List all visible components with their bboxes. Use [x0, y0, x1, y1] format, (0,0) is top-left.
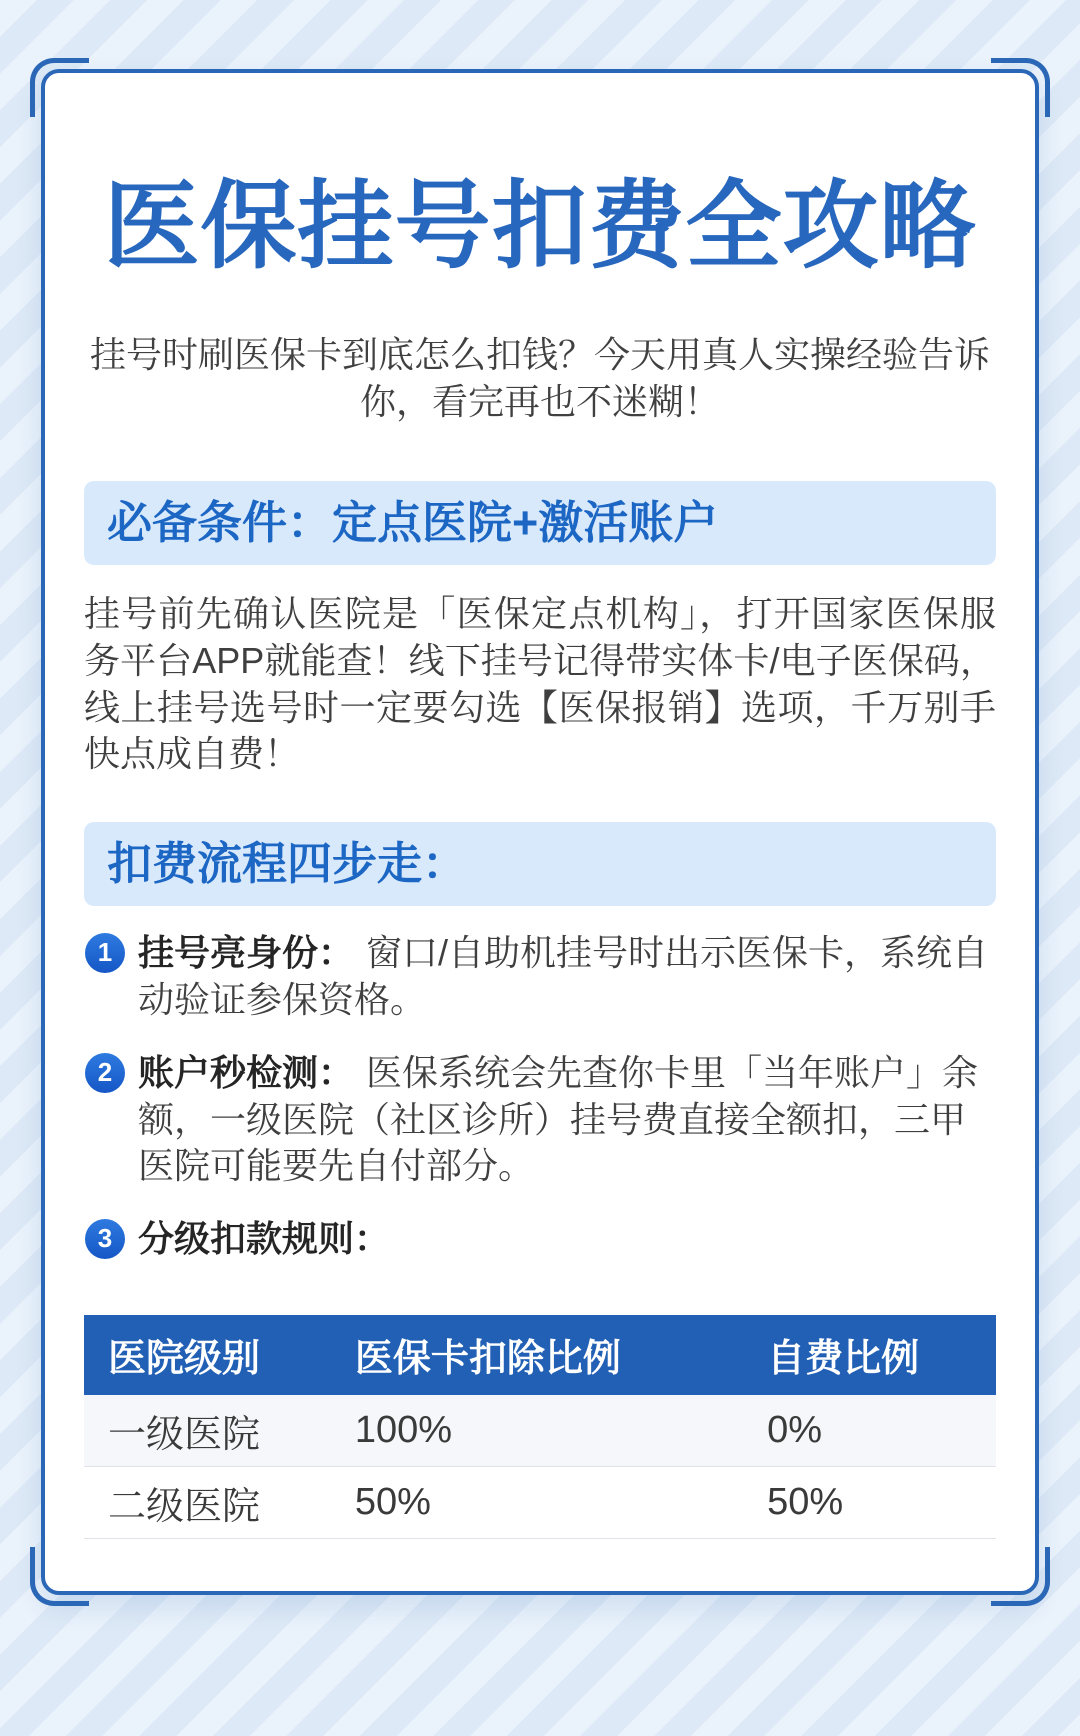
section-heading-requirements-label: 必备条件：定点医院+激活账户 — [107, 496, 719, 548]
process-steps-list — [84, 930, 996, 1263]
table-row — [84, 1395, 996, 1467]
step-1-number-badge: 1 — [85, 933, 125, 973]
corner-bracket-bottom-left — [30, 1547, 89, 1606]
step-3-text — [138, 1216, 996, 1263]
step-item-2 — [84, 1050, 996, 1190]
table-header-hospital-level: 医院级别 — [84, 1315, 355, 1395]
section-heading-requirements — [84, 481, 996, 565]
content-card — [41, 69, 1039, 1595]
step-2-description: 医保系统会先查你卡里「当年账户」余额，一级医院（社区诊所）挂号费直接全额扣，三甲医院可能要先自付部分。 — [138, 1051, 979, 1187]
step-3-label: 分级扣款规则： — [138, 1218, 391, 1260]
table-row — [84, 1466, 996, 1538]
corner-bracket-top-right — [991, 58, 1050, 117]
table-header-self-pay-ratio: 自费比例 — [767, 1315, 996, 1395]
step-1-label: 挂号亮身份： — [138, 932, 355, 974]
step-1-text — [138, 930, 996, 1024]
table-header-row — [84, 1315, 996, 1395]
section-heading-process-label: 扣费流程四步走： — [107, 838, 468, 890]
step-3-number-badge: 3 — [85, 1219, 125, 1259]
step-item-3 — [84, 1216, 996, 1263]
step-2-number-badge: 2 — [85, 1053, 125, 1093]
table-cell-level-1-deduction: 100% — [355, 1395, 767, 1467]
table-cell-level-2-selfpay: 50% — [767, 1466, 996, 1538]
step-2-text — [138, 1050, 996, 1190]
requirements-paragraph: 挂号前先确认医院是「医保定点机构」，打开国家医保服务平台APP就能查！线下挂号记得带实体卡/电子医保码，线上挂号选号时一定要勾选【医保报销】选项，千万别手快点成自费！ — [84, 592, 996, 775]
corner-bracket-bottom-right — [991, 1547, 1050, 1606]
table-header-card-deduction-ratio: 医保卡扣除比例 — [355, 1315, 767, 1395]
table-cell-level-2: 二级医院 — [84, 1466, 355, 1538]
page-title: 医保挂号扣费全攻略 — [103, 173, 977, 280]
table-cell-level-1: 一级医院 — [84, 1395, 355, 1467]
section-heading-process — [84, 822, 996, 906]
deduction-rates-table — [84, 1315, 996, 1539]
page-subtitle: 挂号时刷医保卡到底怎么扣钱？今天用真人实操经验告诉你，看完再也不迷糊！ — [89, 333, 990, 422]
table-cell-level-2-deduction: 50% — [355, 1466, 767, 1538]
step-2-label: 账户秒检测： — [138, 1051, 355, 1093]
step-item-1 — [84, 930, 996, 1024]
corner-bracket-top-left — [30, 58, 89, 117]
table-cell-level-1-selfpay: 0% — [767, 1395, 996, 1467]
step-1-description: 窗口/自助机挂号时出示医保卡，系统自动验证参保资格。 — [138, 932, 989, 1020]
